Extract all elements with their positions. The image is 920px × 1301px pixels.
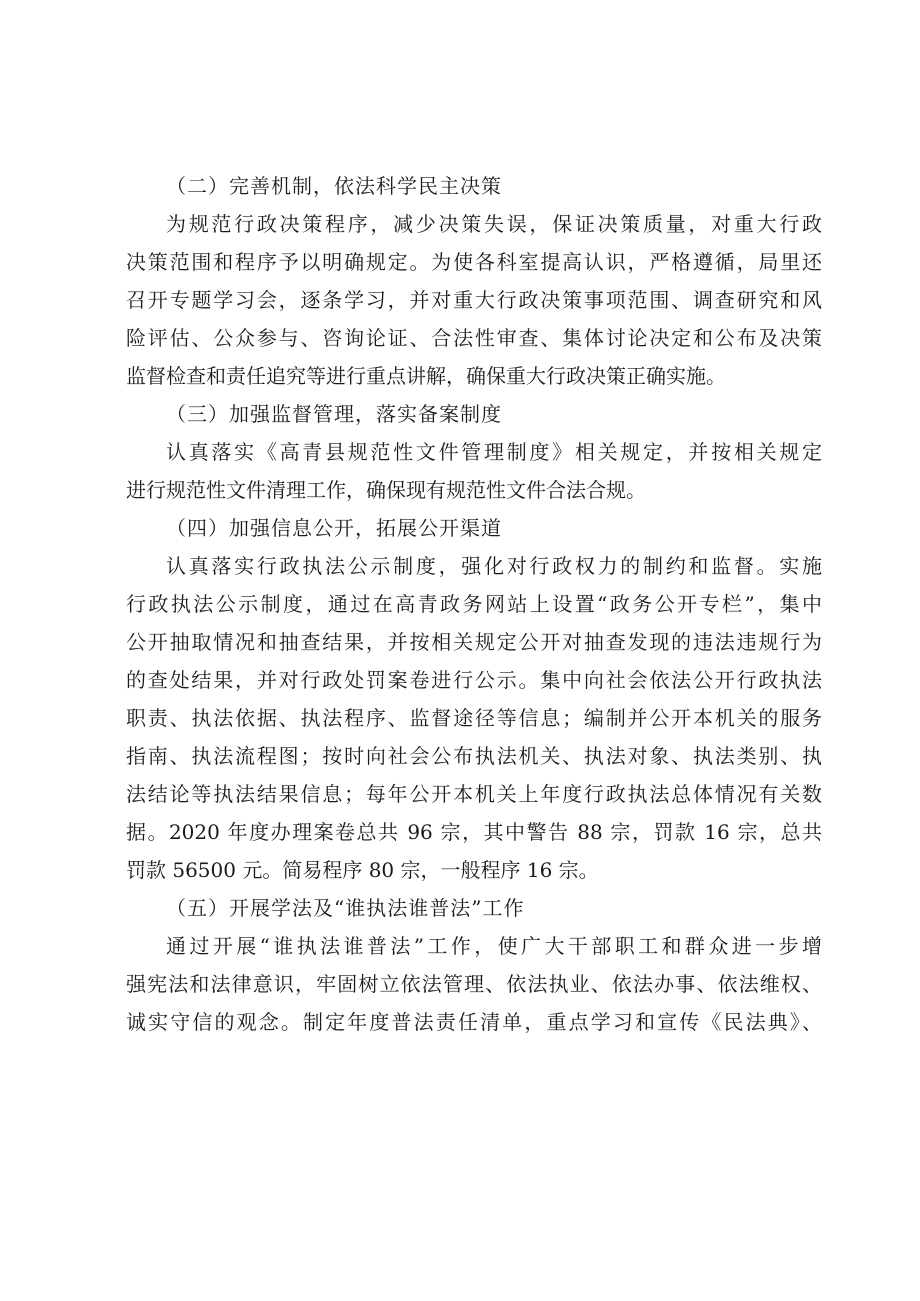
paragraph-line: 认真落实行政执法公示制度，强化对行政权力的制约和监督。实施 bbox=[166, 554, 822, 578]
paragraph-line: 指南、执法流程图；按时向社会公布执法机关、执法对象、执法类别、执 bbox=[126, 744, 822, 768]
paragraph-line: 认真落实《高青县规范性文件管理制度》相关规定，并按相关规定 bbox=[166, 440, 822, 464]
paragraph-line: 行政执法公示制度，通过在高青政务网站上设置“政务公开专栏”，集中 bbox=[126, 592, 822, 616]
section-heading-5: （五）开展学法及“谁执法谁普法”工作 bbox=[166, 896, 525, 920]
paragraph-line: 罚款 56500 元。简易程序 80 宗，一般程序 16 宗。 bbox=[126, 858, 599, 882]
paragraph-line: 诚实守信的观念。制定年度普法责任清单，重点学习和宣传《民法典》、 bbox=[126, 1010, 822, 1034]
paragraph-line: 据。2020 年度办理案卷总共 96 宗，其中警告 88 宗，罚款 16 宗，总共 bbox=[126, 820, 822, 844]
paragraph-line: 监督检查和责任追究等进行重点讲解，确保重大行政决策正确实施。 bbox=[126, 364, 726, 388]
section-heading-3: （三）加强监督管理，落实备案制度 bbox=[166, 402, 502, 426]
section-paragraph-4 bbox=[126, 547, 822, 889]
paragraph-line: 通过开展“谁执法谁普法”工作，使广大干部职工和群众进一步增 bbox=[166, 934, 822, 958]
paragraph-line: 的查处结果，并对行政处罚案卷进行公示。集中向社会依法公开行政执法 bbox=[126, 668, 822, 692]
paragraph-line: 险评估、公众参与、咨询论证、合法性审查、集体讨论决定和公布及决策 bbox=[126, 326, 822, 350]
section-paragraph-3 bbox=[126, 433, 822, 509]
paragraph-line: 职责、执法依据、执法程序、监督途径等信息；编制并公开本机关的服务 bbox=[126, 706, 822, 730]
section-heading-2: （二）完善机制，依法科学民主决策 bbox=[166, 174, 502, 198]
section-heading-4: （四）加强信息公开，拓展公开渠道 bbox=[166, 516, 502, 540]
paragraph-line: 强宪法和法律意识，牢固树立依法管理、依法执业、依法办事、依法维权、 bbox=[126, 972, 822, 996]
paragraph-line: 进行规范性文件清理工作，确保现有规范性文件合法合规。 bbox=[126, 478, 646, 502]
section-paragraph-2 bbox=[126, 205, 822, 395]
paragraph-line: 法结论等执法结果信息；每年公开本机关上年度行政执法总体情况有关数 bbox=[126, 782, 822, 806]
section-paragraph-5 bbox=[126, 927, 822, 1041]
paragraph-line: 召开专题学习会，逐条学习，并对重大行政决策事项范围、调查研究和风 bbox=[126, 288, 822, 312]
document-body bbox=[126, 167, 822, 1041]
paragraph-line: 决策范围和程序予以明确规定。为使各科室提高认识，严格遵循，局里还 bbox=[126, 250, 822, 274]
paragraph-line: 公开抽取情况和抽查结果，并按相关规定公开对抽查发现的违法违规行为 bbox=[126, 630, 822, 654]
paragraph-line: 为规范行政决策程序，减少决策失误，保证决策质量，对重大行政 bbox=[166, 212, 822, 236]
